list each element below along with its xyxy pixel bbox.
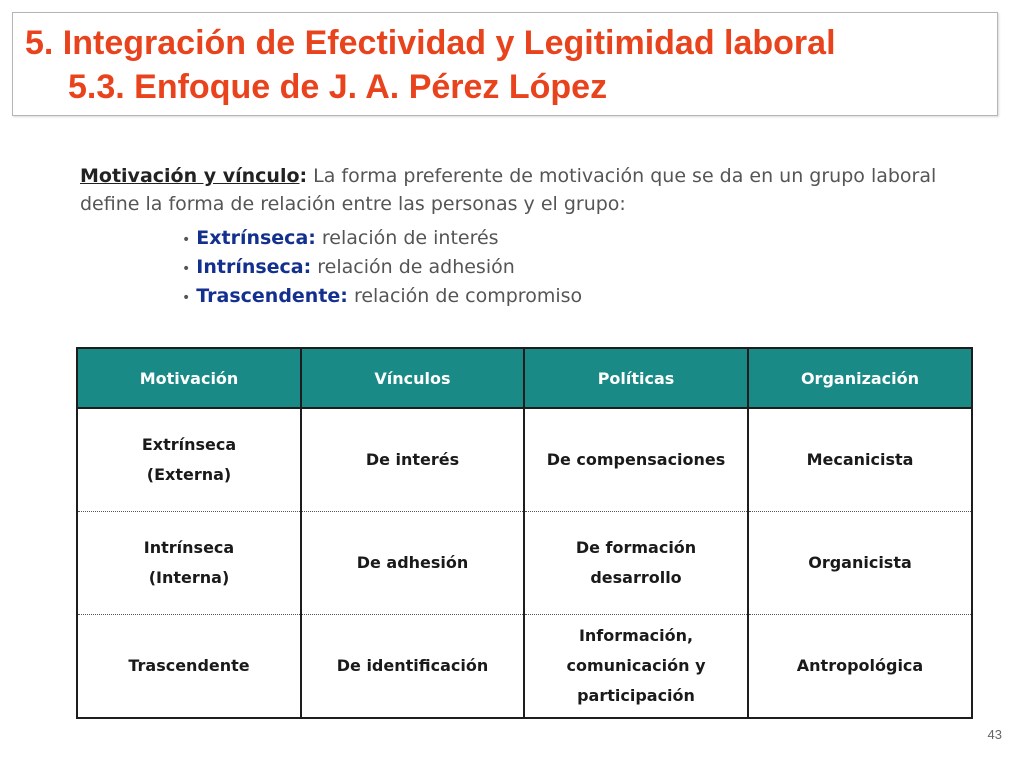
bullet-text: relación de compromiso	[347, 285, 583, 307]
motivation-table	[76, 347, 973, 719]
cell-line: (Interna)	[148, 568, 230, 587]
cell-line: comunicación y	[566, 656, 706, 675]
cell-line: Extrínseca	[141, 435, 237, 454]
column-header-politicas: Políticas	[524, 348, 748, 408]
page-number: 43	[987, 727, 1002, 742]
slide-title: 5. Integración de Efectividad y Legitimidad laboral	[25, 24, 836, 62]
cell-line: Trascendente	[128, 656, 250, 675]
intro-term: Motivación y vínculo	[80, 165, 300, 187]
table-cell	[524, 512, 748, 615]
column-header-organizacion: Organización	[748, 348, 972, 408]
table-cell	[77, 512, 301, 615]
table-cell	[301, 512, 524, 615]
table-cell	[524, 408, 748, 512]
table-cell	[77, 615, 301, 719]
column-header-vinculos: Vínculos	[301, 348, 524, 408]
cell-line: Información,	[578, 626, 694, 645]
table-header-row	[77, 348, 972, 408]
cell-line: De interés	[365, 450, 460, 469]
table-cell	[301, 615, 524, 719]
bullet-icon: •	[182, 290, 191, 306]
bullet-item	[182, 283, 582, 312]
table-cell	[77, 408, 301, 512]
cell-line: De identificación	[336, 656, 489, 675]
cell-line: Mecanicista	[806, 450, 914, 469]
cell-line: Organicista	[808, 553, 912, 572]
bullet-icon: •	[182, 261, 191, 277]
bullet-keyword: Trascendente:	[196, 285, 348, 307]
bullet-text: relación de adhesión	[311, 256, 515, 278]
table-cell	[748, 615, 972, 719]
table-cell	[524, 615, 748, 719]
table-cell	[748, 512, 972, 615]
cell-line: participación	[577, 686, 695, 705]
table-cell	[301, 408, 524, 512]
table-row	[77, 512, 972, 615]
bullet-text: relación de interés	[315, 227, 499, 249]
bullet-keyword: Intrínseca:	[196, 256, 312, 278]
bullet-keyword: Extrínseca:	[196, 227, 316, 249]
intro-colon: :	[299, 165, 308, 187]
bullet-item	[182, 254, 582, 283]
cell-line: (Externa)	[146, 465, 232, 484]
cell-line: desarrollo	[590, 568, 682, 587]
bullet-item	[182, 225, 582, 254]
motivation-bullet-list	[182, 225, 582, 312]
column-header-motivacion: Motivación	[77, 348, 301, 408]
table-row	[77, 615, 972, 719]
slide-subtitle: 5.3. Enfoque de J. A. Pérez López	[68, 68, 608, 106]
intro-paragraph	[80, 162, 960, 218]
cell-line: De formación	[575, 538, 697, 557]
slide-title-box	[12, 12, 998, 116]
cell-line: Antropológica	[796, 656, 924, 675]
intro-text: La forma preferente de motivación que se da en un grupo laboral define la forma de relación entre las personas y el grupo:	[80, 165, 937, 215]
cell-line: De adhesión	[356, 553, 469, 572]
cell-line: De compensaciones	[546, 450, 726, 469]
cell-line: Intrínseca	[143, 538, 235, 557]
table-row	[77, 408, 972, 512]
table-cell	[748, 408, 972, 512]
bullet-icon: •	[182, 232, 191, 248]
